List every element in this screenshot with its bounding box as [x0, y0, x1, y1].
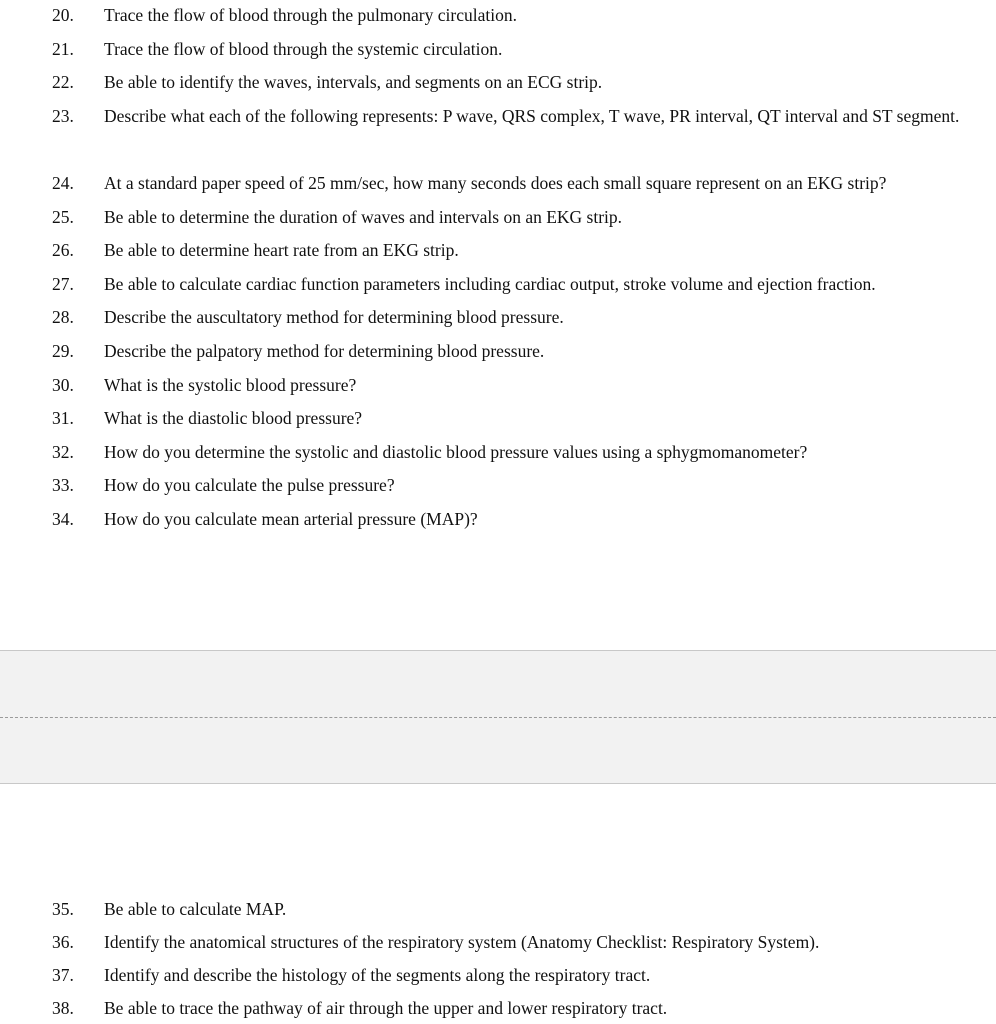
- item-number: 35.: [52, 899, 74, 919]
- item-number: 32.: [52, 442, 74, 462]
- item-number: 36.: [52, 932, 74, 952]
- item-text: How do you calculate the pulse pressure?: [104, 475, 395, 495]
- item-number: 21.: [52, 39, 74, 59]
- item-number: 31.: [52, 408, 74, 428]
- item-number: 26.: [52, 240, 74, 260]
- item-number: 29.: [52, 341, 74, 361]
- item-number: 30.: [52, 375, 74, 395]
- item-number: 22.: [52, 72, 74, 92]
- item-number: 34.: [52, 509, 74, 529]
- item-text: Be able to identify the waves, intervals, and segments on an ECG strip.: [104, 72, 603, 92]
- item-text: At a standard paper speed of 25 mm/sec, how many seconds does each small square represent on an EKG strip?: [104, 173, 887, 193]
- item-text: Be able to trace the pathway of air through the upper and lower respiratory tract.: [104, 998, 668, 1018]
- item-number: 33.: [52, 475, 74, 495]
- item-text: Be able to determine heart rate from an EKG strip.: [104, 240, 459, 260]
- item-number: 28.: [52, 307, 74, 327]
- item-number: 24.: [52, 173, 74, 193]
- item-number: 37.: [52, 965, 74, 985]
- item-text: What is the systolic blood pressure?: [104, 375, 357, 395]
- item-text: Describe the auscultatory method for determining blood pressure.: [104, 307, 564, 327]
- item-text: What is the diastolic blood pressure?: [104, 408, 363, 428]
- item-text: Be able to calculate MAP.: [104, 899, 287, 919]
- item-number: 23.: [52, 106, 74, 126]
- item-number: 38.: [52, 998, 74, 1018]
- item-text: Be able to determine the duration of waves and intervals on an EKG strip.: [104, 207, 623, 227]
- page-break-band: [0, 650, 996, 784]
- item-text: How do you calculate mean arterial pressure (MAP)?: [104, 509, 478, 529]
- item-text: Trace the flow of blood through the pulmonary circulation.: [104, 5, 517, 25]
- item-text: How do you determine the systolic and diastolic blood pressure values using a sphygmomanometer?: [104, 442, 808, 462]
- item-text: Identify and describe the histology of the segments along the respiratory tract.: [104, 965, 651, 985]
- item-text: Identify the anatomical structures of the respiratory system (Anatomy Checklist: Respiratory System).: [104, 932, 820, 952]
- item-number: 27.: [52, 274, 74, 294]
- item-text: Describe what each of the following represents: P wave, QRS complex, T wave, PR interval, QT interval and ST segment.: [104, 106, 960, 126]
- item-number: 25.: [52, 207, 74, 227]
- page-break-divider: [0, 717, 996, 718]
- item-text: Describe the palpatory method for determining blood pressure.: [104, 341, 545, 361]
- item-text: Trace the flow of blood through the systemic circulation.: [104, 39, 503, 59]
- item-number: 20.: [52, 5, 74, 25]
- item-text: Be able to calculate cardiac function parameters including cardiac output, stroke volume and ejection fraction.: [104, 274, 876, 294]
